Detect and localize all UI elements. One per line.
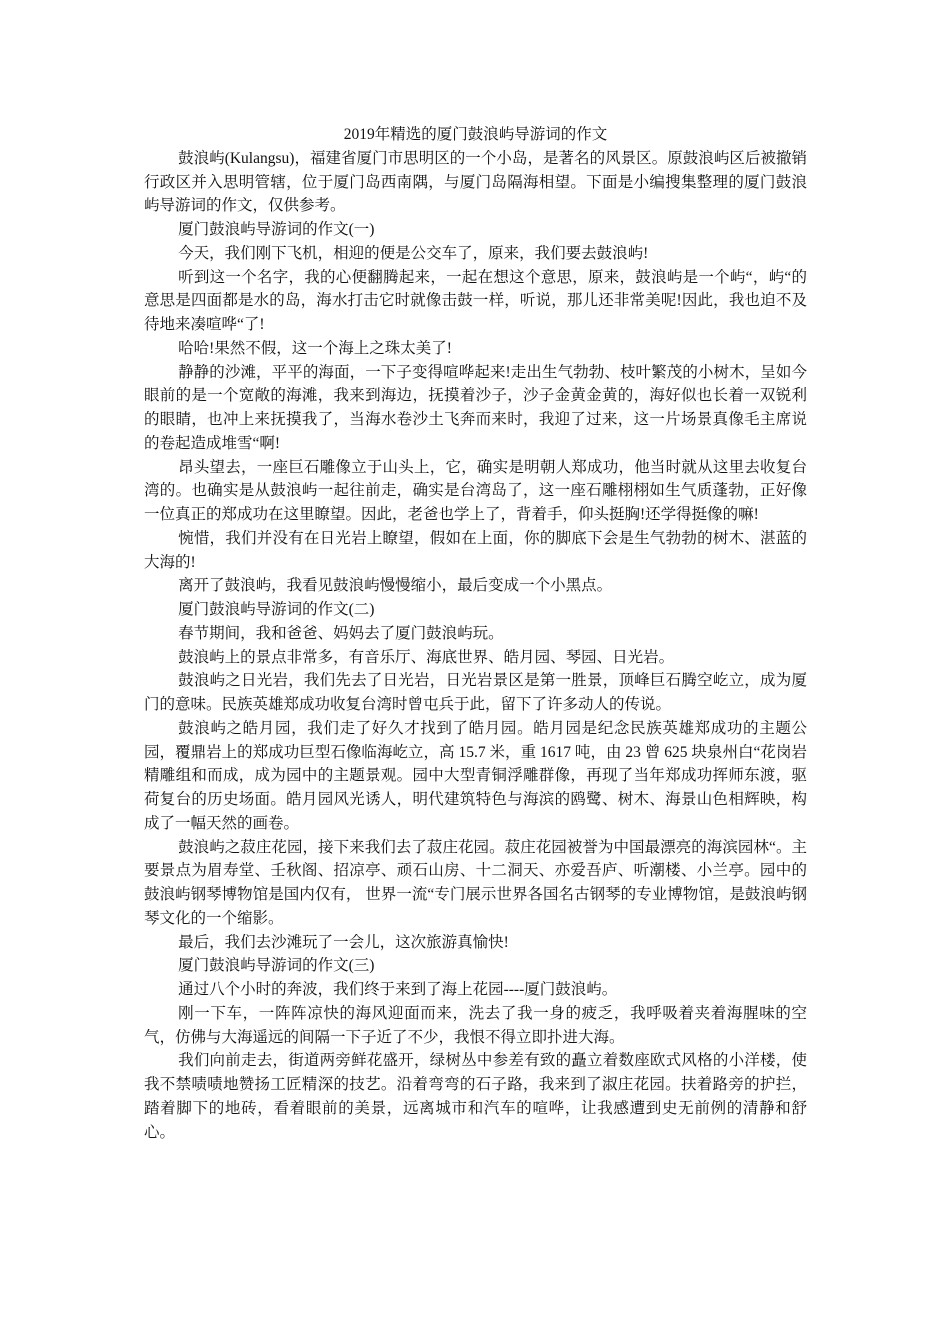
paragraph: 静静的沙滩，平平的海面，一下子变得喧哗起来!走出生气勃勃、枝叶繁茂的小树木，呈如今眼前的是一个宽敞的海滩，我来到海边，抚摸着沙子，沙子金黄金黄的，海好似也长着一双锐利的眼睛，也冲上来抚摸我了，当海水卷沙土飞奔而来时，我迎了过来，这一片场景真像毛主席说的卷起造成堆雪“啊!	[144, 363, 807, 452]
paragraph: 我们向前走去，街道两旁鲜花盛开，绿树丛中参差有致的矗立着数座欧式风格的小洋楼，使我不禁啧啧地赞扬工匠精深的技艺。沿着弯弯的石子路，我来到了淑庄花园。扶着路旁的护拦，踏着脚下的地砖，看着眼前的美景，远离城市和汽车的喧哗，让我感遭到史无前例的清静和舒心。	[144, 1052, 807, 1141]
paragraph: 今天，我们刚下飞机，相迎的便是公交车了，原来，我们要去鼓浪屿!	[178, 244, 649, 262]
paragraph: 鼓浪屿上的景点非常多，有音乐厅、海底世界、皓月园、琴园、日光岩。	[178, 648, 675, 666]
paragraph: 离开了鼓浪屿，我看见鼓浪屿慢慢缩小，最后变成一个小黑点。	[178, 577, 613, 595]
document-title: 2019年精选的厦门鼓浪屿导游词的作文	[343, 126, 608, 143]
paragraph: 昂头望去，一座巨石雕像立于山头上，它，确实是明朝人郑成功，他当时就从这里去收复台湾的。也确实是从鼓浪屿一起往前走，确实是台湾岛了，这一座石雕栩栩如生气质蓬勃，正好像一位真正的郑成功在这里瞭望。因此，老爸也学上了，背着手，仰头挺胸!还学得挺像的嘛!	[144, 458, 807, 523]
paragraph: 通过八个小时的奔波，我们终于来到了海上花园----厦门鼓浪屿。	[178, 981, 618, 998]
paragraph: 鼓浪屿之日光岩，我们先去了日光岩，日光岩景区是第一胜景，顶峰巨石腾空屹立，成为厦门的意味。民族英雄郑成功收复台湾时曾屯兵于此，留下了许多动人的传说。	[144, 672, 807, 713]
section-heading-3: 厦门鼓浪屿导游词的作文(三)	[178, 957, 375, 975]
paragraph: 哈哈!果然不假，这一个海上之珠太美了!	[178, 339, 452, 357]
paragraph: 最后，我们去沙滩玩了一会儿，这次旅游真愉快!	[178, 933, 509, 951]
paragraph: 刚一下车，一阵阵凉快的海风迎面而来，洗去了我一身的疲乏，我呼吸着夹着海腥味的空气，仿佛与大海遥远的间隔一下子近了不少，我恨不得立即扑进大海。	[144, 1004, 807, 1046]
paragraph: 鼓浪屿之菽庄花园，接下来我们去了菽庄花园。菽庄花园被誉为中国最漂亮的海滨园林“。主要景点为眉寿堂、壬秋阁、招凉亭、顽石山房、十二洞天、亦爱吾庐、听潮楼、小兰亭。园中的鼓浪屿钢琴博物馆是国内仅有， 世界一流“专门展示世界各国名古钢琴的专业博物馆，是鼓浪屿钢琴文化的一个缩影。	[144, 838, 807, 927]
section-heading-2: 厦门鼓浪屿导游词的作文(二)	[178, 601, 375, 618]
paragraph: 听到这一个名字，我的心便翻腾起来，一起在想这个意思，原来，鼓浪屿是一个屿“，屿“的意思是四面都是水的岛，海水打击它时就像击鼓一样，听说，那儿还非常美呢!因此，我也迫不及待地来凑喧哗“了!	[144, 268, 807, 333]
intro-paragraph: 鼓浪屿(Kulangsu)，福建省厦门市思明区的一个小岛，是著名的风景区。原鼓浪屿区后被撤销行政区并入思明管辖，位于厦门岛西南隅，与厦门岛隔海相望。下面是小编搜集整理的厦门鼓浪屿导游词的作文，仅供参考。	[144, 149, 807, 215]
paragraph: 惋惜，我们并没有在日光岩上瞭望，假如在上面，你的脚底下会是生气勃勃的树木、湛蓝的大海的!	[144, 529, 807, 571]
document-body	[144, 123, 807, 1144]
paragraph: 鼓浪屿之皓月园，我们走了好久才找到了皓月园。皓月园是纪念民族英雄郑成功的主题公园，覆鼎岩上的郑成功巨型石像临海屹立，高 15.7 米，重 1617 吨，由 23 曾 625 块泉州白“花岗岩精雕组和而成，成为园中的主题景观。园中大型青铜浮雕群像，再现了当年郑成功挥师东渡，驱荷复台的历史场面。皓月园风光诱人，明代建筑特色与海滨的鸥鹭、树木、海景山色相辉映，构成了一幅天然的画卷。	[144, 719, 807, 832]
paragraph: 春节期间，我和爸爸、妈妈去了厦门鼓浪屿玩。	[178, 624, 504, 642]
section-heading-1: 厦门鼓浪屿导游词的作文(一)	[178, 221, 375, 238]
